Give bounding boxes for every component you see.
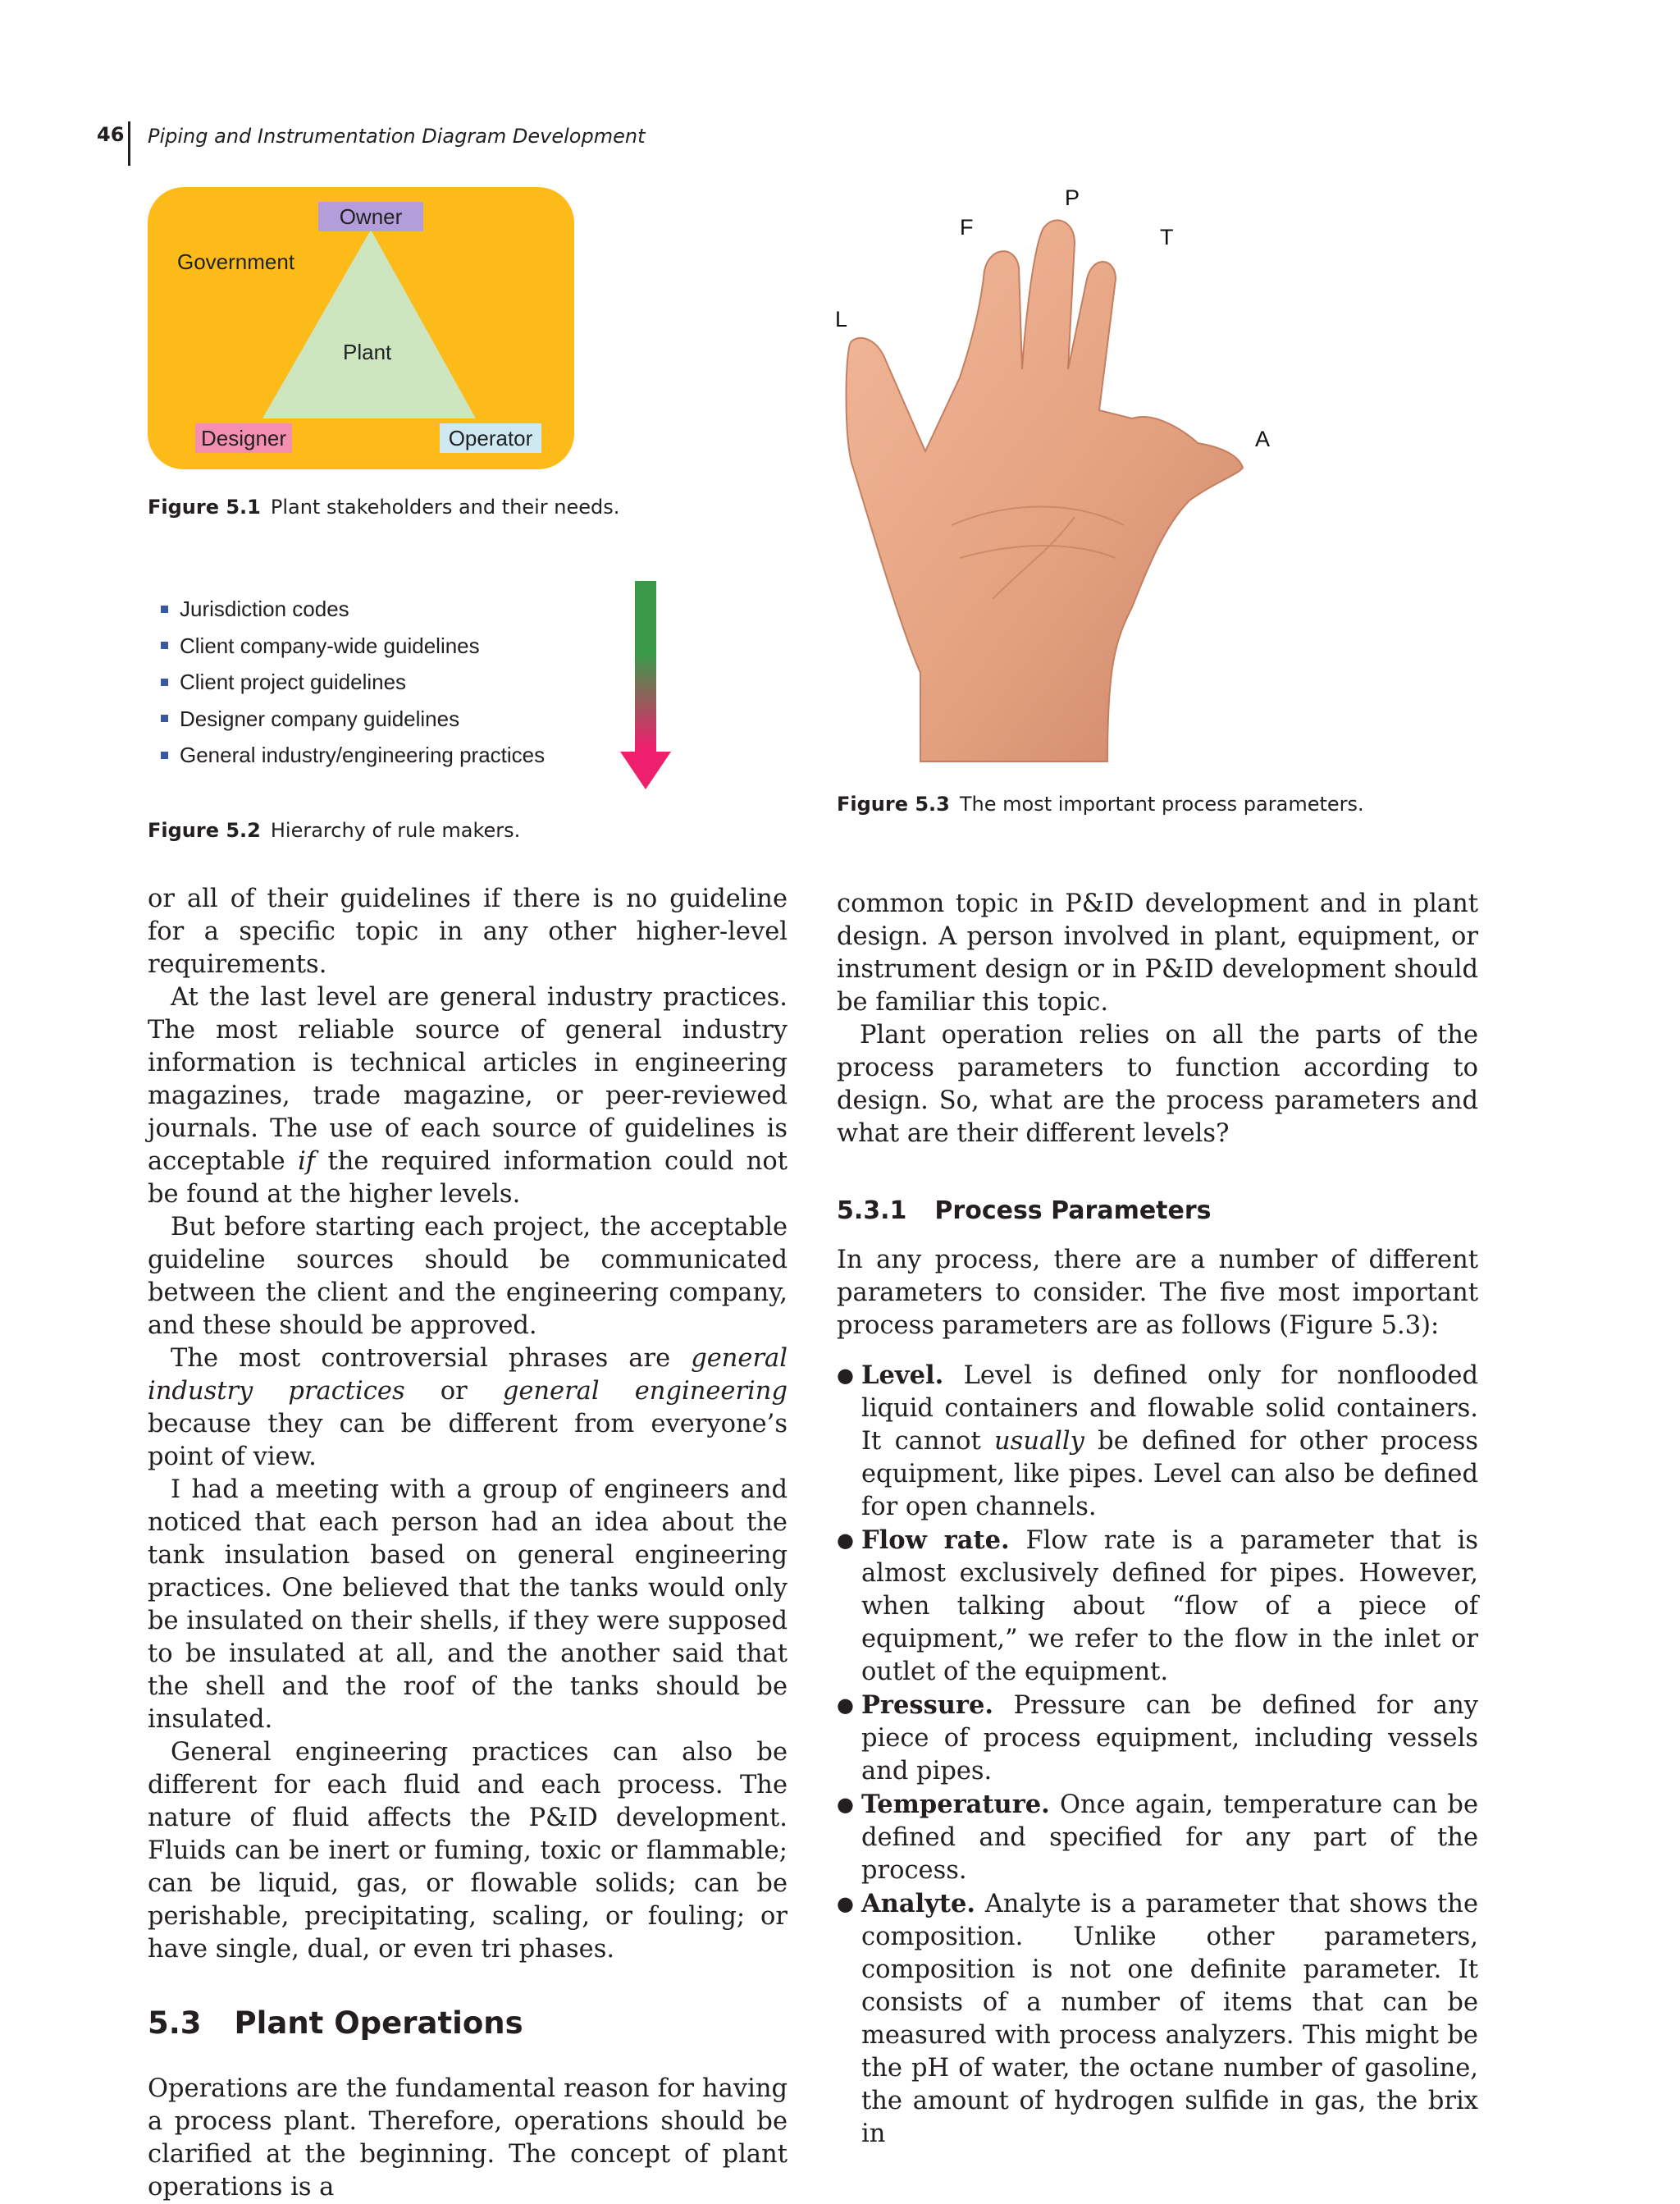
page-number: 46 (97, 123, 125, 146)
paragraph: But before starting each project, the acceptable guideline sources should be communicated between the client and the engineering company, and these should be approved. (148, 1213, 788, 1340)
paragraph: In any process, there are a number of different parameters to consider. The five most important process parameters are as follows (Figure 5.3): (837, 1246, 1478, 1340)
figure-5-1-stakeholders-diagram (148, 187, 574, 469)
finger-label-temperature: T (1160, 225, 1174, 249)
paragraph: I had a meeting with a group of engineers and noticed that each person had an idea about the tank insulation based on general engineering practices. One believed that the tanks would only be insulated on their shells, if they were supposed to be insulated at all, and the another said that the shell and the roof of the tanks should be insulated. (148, 1475, 788, 1734)
running-title: Piping and Instrumentation Diagram Development (148, 125, 646, 148)
process-parameters-list (837, 1359, 1478, 2151)
paragraph: or all of their guidelines if there is no guideline for a specific topic in any other higher-level requirements. (148, 885, 788, 979)
subsection-heading: 5.3.1 Process Parameters (837, 1196, 1212, 1225)
list-item-analyte: ● Analyte. Analyte is a parameter that shows the composition. Unlike other parameters, composition is not one definite parameter. It consists of a number of items that can be measured with process analyzers. This might be the pH of water, the octane number of gasoline, the amount of hydrogen sulfide in gas, the brix in (837, 1887, 1478, 2151)
paragraph: General engineering practices can also be different for each fluid and each process. The nature of fluid affects the P&ID development. Fluids can be inert or fuming, toxic or flammable; can be liquid, gas, or flowable solids; can be perishable, precipitating, scaling, or fouling; or have single, dual, or even tri phases. (148, 1738, 788, 1964)
caption-number: Figure 5.3 (837, 793, 950, 816)
figure-5-2-caption (148, 819, 520, 842)
list-item-pressure: ● Pressure. Pressure can be defined for any piece of process equipment, including vessels and pipes. (837, 1689, 1478, 1788)
hierarchy-down-arrow-icon (617, 579, 674, 793)
caption-number: Figure 5.2 (148, 819, 261, 842)
left-column (148, 883, 788, 2204)
caption-text: Plant stakeholders and their needs. (270, 496, 620, 519)
paragraph: The most controversial phrases are general industry practices or general engineering because they can be different from everyone’s point of view. (148, 1344, 788, 1471)
owner-label: Owner (318, 202, 423, 231)
caption-number: Figure 5.1 (148, 496, 261, 519)
figure-5-1-caption (148, 496, 619, 519)
government-label: Government (177, 249, 295, 274)
plant-label: Plant (343, 340, 392, 364)
caption-text: Hierarchy of rule makers. (270, 819, 521, 842)
paragraph: At the last level are general industry practices. The most reliable source of general industry information is technical articles in engineering magazines, trade magazine, or peer-reviewed journals. The use of each source of guidelines is acceptable if the required information could not be found at the higher levels. (148, 983, 788, 1209)
designer-label: Designer (195, 423, 292, 453)
list-item: General industry/engineering practices (154, 738, 545, 775)
paragraph: Plant operation relies on all the parts of the process parameters to function according to design. So, what are the process parameters and what are their different levels? (837, 1021, 1478, 1148)
right-column (837, 888, 1478, 2151)
section-heading: 5.3 Plant Operations (148, 2005, 523, 2041)
header-divider (128, 121, 130, 166)
figure-5-3-hand-illustration (829, 172, 1288, 771)
paragraph: common topic in P&ID development and in plant design. A person involved in plant, equipment, or instrument design or in P&ID development should be familiar this topic. (837, 889, 1478, 1017)
rule-makers-hierarchy-list (154, 592, 545, 775)
list-item-temperature: ● Temperature. Once again, temperature can be defined and specified for any part of the process. (837, 1788, 1478, 1887)
finger-label-analyte: A (1255, 427, 1271, 451)
finger-label-flow: F (960, 215, 974, 240)
paragraph: Operations are the fundamental reason for having a process plant. Therefore, operations should be clarified at the beginning. The concept of plant operations is a (148, 2074, 788, 2202)
figure-5-3-caption (837, 793, 1364, 816)
list-item: Client company-wide guidelines (154, 629, 545, 666)
list-item-level: ● Level. Level is defined only for nonflooded liquid containers and flowable solid containers. It cannot usually be defined for other process equipment, like pipes. Level can also be defined for open channels. (837, 1359, 1478, 1524)
list-item-flow-rate: ● Flow rate. Flow rate is a parameter that is almost exclusively defined for pipes. However, when talking about “flow of a piece of equipment,” we refer to the flow in the inlet or outlet of the equipment. (837, 1524, 1478, 1689)
list-item: Jurisdiction codes (154, 592, 545, 629)
operator-label: Operator (440, 423, 541, 453)
caption-text: The most important process parameters. (959, 793, 1364, 816)
list-item: Client project guidelines (154, 665, 545, 702)
finger-label-pressure: P (1065, 185, 1080, 210)
finger-label-level: L (835, 307, 848, 332)
list-item: Designer company guidelines (154, 702, 545, 739)
